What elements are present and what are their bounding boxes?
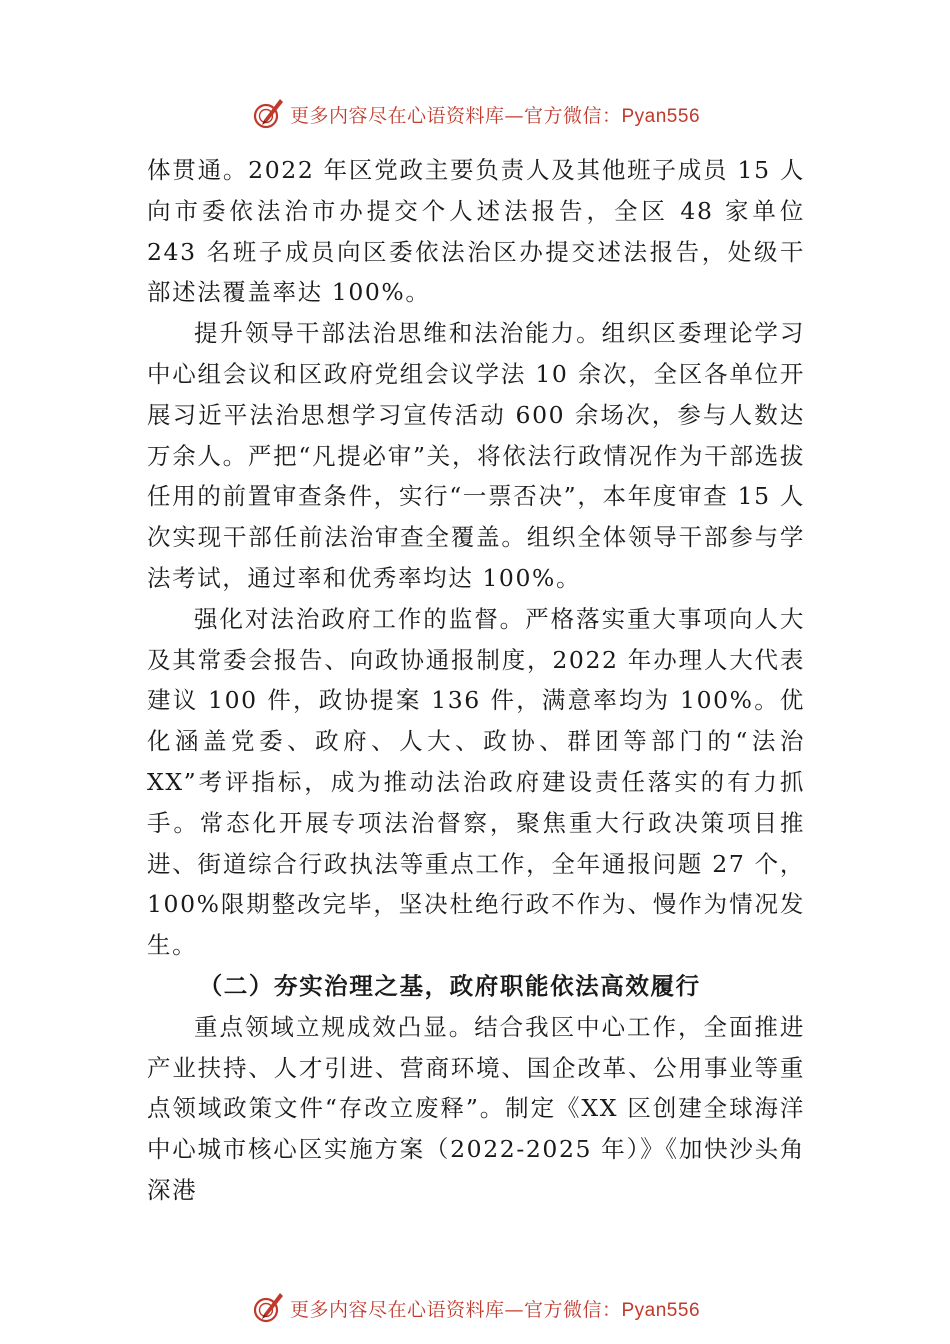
wechat-handle: Pyan556 <box>621 1299 701 1321</box>
paragraph-supervision: 强化对法治政府工作的监督。严格落实重大事项向人大及其常委会报告、向政协通报制度，2022 年办理人大代表建议 100 件，政协提案 136 件，满意率均为 100%。优化涵盖党委、政府、人大、政协、群团等部门的“法治 XX”考评指标，成为推动法治政府建设责任落实的有力抓手。常态化开展专项法治督察，聚焦重大行政决策项目推进、街道综合行政执法等重点工作，全年通报问题 27 个，100%限期整改完毕，坚决杜绝行政不作为、慢作为情况发生。 <box>147 604 805 960</box>
banner-title: 更多内容尽在心语资料库—官方微信： <box>289 104 622 127</box>
banner-text <box>290 1295 700 1322</box>
wechat-handle: Pyan556 <box>621 105 701 127</box>
banner-title: 更多内容尽在心语资料库—官方微信： <box>289 1298 622 1321</box>
document-body <box>147 150 805 1211</box>
paragraph-continuation: 体贯通。2022 年区党政主要负责人及其他班子成员 15 人向市委依法治市办提交个人述法报告，全区 48 家单位 243 名班子成员向区委依法治区办提交述法报告，处级干部述法覆盖率达 100%。 <box>147 156 805 307</box>
banner-text <box>290 101 700 128</box>
paragraph-leadership-capability: 提升领导干部法治思维和法治能力。组织区委理论学习中心组会议和区政府党组会议学法 10 余次，全区各单位开展习近平法治思想学习宣传活动 600 余场次，参与人数达万余人。严把“凡提必审”关，将依法行政情况作为干部选拔任用的前置审查条件，实行“一票否决”，本年度审查 15 人次实现干部任前法治审查全覆盖。组织全体领导干部参与学法考试，通过率和优秀率均达 100%。 <box>147 319 805 592</box>
paragraph-key-areas: 重点领域立规成效凸显。结合我区中心工作，全面推进产业扶持、人才引进、营商环境、国企改革、公用事业等重点领域政策文件“存改立废释”。制定《XX 区创建全球海洋中心城市核心区实施方案（2022-2025 年）》《加快沙头角深港 <box>147 1012 805 1204</box>
footer-banner <box>0 1288 950 1328</box>
header-banner <box>0 94 950 134</box>
quill-logo-icon <box>250 96 286 132</box>
quill-logo-icon <box>250 1290 286 1326</box>
section-heading: （二）夯实治理之基，政府职能依法高效履行 <box>198 971 701 1000</box>
